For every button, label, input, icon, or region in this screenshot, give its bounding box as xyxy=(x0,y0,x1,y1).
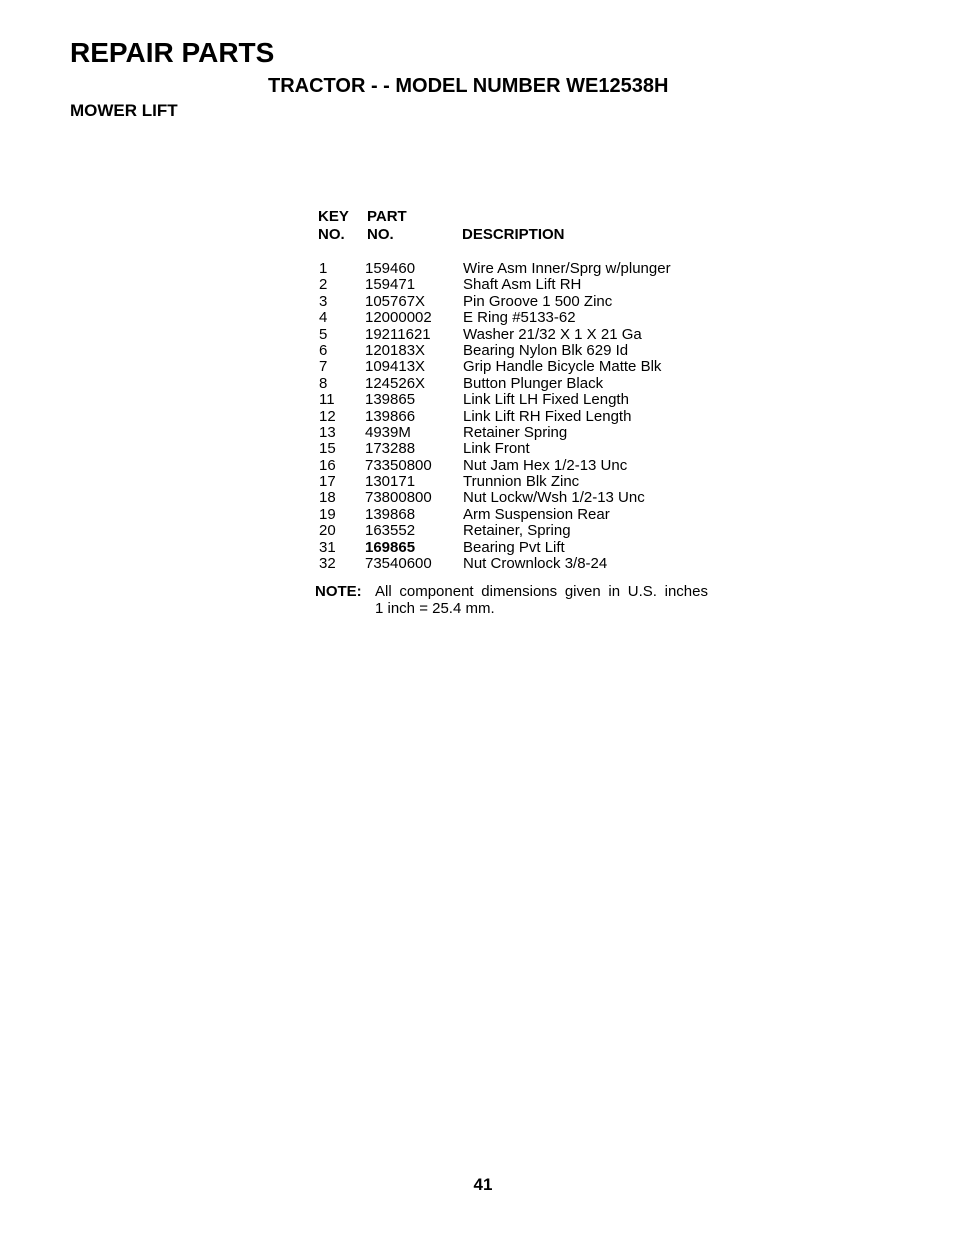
table-row xyxy=(318,392,738,408)
key-header-line2: NO. xyxy=(318,226,345,243)
table-row xyxy=(318,359,738,375)
part-description: Nut Jam Hex 1/2-13 Unc xyxy=(463,456,628,474)
table-row xyxy=(318,490,738,506)
part-number: 19211621 xyxy=(365,325,431,343)
part-number: 169865 xyxy=(365,538,416,556)
part-number: 163552 xyxy=(365,522,416,540)
parts-table xyxy=(318,208,738,573)
description-header: DESCRIPTION xyxy=(462,226,565,243)
part-number: 73540600 xyxy=(365,555,432,573)
key-header-line1: KEY xyxy=(318,208,349,225)
part-number: 139865 xyxy=(365,391,416,409)
part-description: Button Plunger Black xyxy=(463,374,604,392)
part-number: 4939M xyxy=(365,423,411,441)
note-text-line2: 1 inch = 25.4 mm. xyxy=(375,600,495,617)
key-number: 13 xyxy=(319,423,336,441)
key-number: 17 xyxy=(319,473,336,491)
table-row xyxy=(318,343,738,359)
table-header xyxy=(318,208,738,248)
part-description: Wire Asm Inner/Sprg w/plunger xyxy=(463,260,671,277)
key-number: 4 xyxy=(319,309,328,327)
part-description: Washer 21/32 X 1 X 21 Ga xyxy=(463,325,642,343)
key-number: 3 xyxy=(319,292,328,310)
part-number: 105767X xyxy=(365,292,426,310)
table-row xyxy=(318,327,738,343)
part-description: Retainer, Spring xyxy=(463,522,571,540)
table-row xyxy=(318,523,738,539)
table-row xyxy=(318,261,738,277)
note-label: NOTE: xyxy=(315,583,362,600)
table-row xyxy=(318,540,738,556)
key-number: 19 xyxy=(319,505,336,523)
parts-list xyxy=(318,261,738,572)
part-number: 120183X xyxy=(365,341,426,359)
part-number: 124526X xyxy=(365,374,426,392)
part-description: Trunnion Blk Zinc xyxy=(463,473,580,491)
part-number: 130171 xyxy=(365,473,416,491)
key-number: 1 xyxy=(319,260,328,277)
table-row xyxy=(318,376,738,392)
part-description: Bearing Pvt Lift xyxy=(463,538,565,556)
part-description: E Ring #5133-62 xyxy=(463,309,576,327)
part-number: 73350800 xyxy=(365,456,432,474)
part-header-line2: NO. xyxy=(367,226,394,243)
key-number: 5 xyxy=(319,325,328,343)
key-number: 11 xyxy=(319,391,335,409)
key-number: 6 xyxy=(319,341,328,359)
table-row xyxy=(318,294,738,310)
section-heading: MOWER LIFT xyxy=(70,101,178,120)
page-number: 41 xyxy=(473,1175,493,1194)
part-number: 159460 xyxy=(365,260,416,277)
note-text-line1: All component dimensions given in U.S. inches xyxy=(375,583,708,600)
table-row xyxy=(318,556,738,572)
table-row xyxy=(318,277,738,293)
part-description: Pin Groove 1 500 Zinc xyxy=(463,292,613,310)
table-row xyxy=(318,310,738,326)
part-number: 139866 xyxy=(365,407,416,425)
part-description: Nut Lockw/Wsh 1/2-13 Unc xyxy=(463,489,645,507)
part-description: Grip Handle Bicycle Matte Blk xyxy=(463,358,662,376)
part-number: 73800800 xyxy=(365,489,432,507)
table-row xyxy=(318,425,738,441)
key-no-header xyxy=(318,208,349,244)
key-number: 20 xyxy=(319,522,336,540)
part-number: 159471 xyxy=(365,276,416,294)
page-title: REPAIR PARTS xyxy=(70,37,275,68)
table-row xyxy=(318,507,738,523)
key-number: 12 xyxy=(319,407,336,425)
key-number: 7 xyxy=(319,358,328,376)
key-number: 15 xyxy=(319,440,336,458)
part-no-header xyxy=(367,208,407,244)
part-header-line1: PART xyxy=(367,208,407,225)
key-number: 18 xyxy=(319,489,336,507)
table-row xyxy=(318,474,738,490)
part-number: 109413X xyxy=(365,358,426,376)
part-description: Bearing Nylon Blk 629 Id xyxy=(463,341,629,359)
key-number: 32 xyxy=(319,555,336,573)
part-description: Nut Crownlock 3/8-24 xyxy=(463,555,608,573)
part-description: Link Lift LH Fixed Length xyxy=(463,391,629,409)
key-number: 8 xyxy=(319,374,328,392)
key-number: 16 xyxy=(319,456,336,474)
table-row xyxy=(318,458,738,474)
table-row xyxy=(318,441,738,457)
part-description: Retainer Spring xyxy=(463,423,568,441)
part-description: Link Lift RH Fixed Length xyxy=(463,407,632,425)
part-number: 139868 xyxy=(365,505,416,523)
key-number: 2 xyxy=(319,276,328,294)
part-description: Link Front xyxy=(463,440,530,458)
part-number: 12000002 xyxy=(365,309,432,327)
part-description: Shaft Asm Lift RH xyxy=(463,276,582,294)
part-number: 173288 xyxy=(365,440,416,458)
model-number-heading: TRACTOR - - MODEL NUMBER WE12538H xyxy=(268,75,669,97)
part-description: Arm Suspension Rear xyxy=(463,505,610,523)
table-row xyxy=(318,409,738,425)
key-number: 31 xyxy=(319,538,336,556)
